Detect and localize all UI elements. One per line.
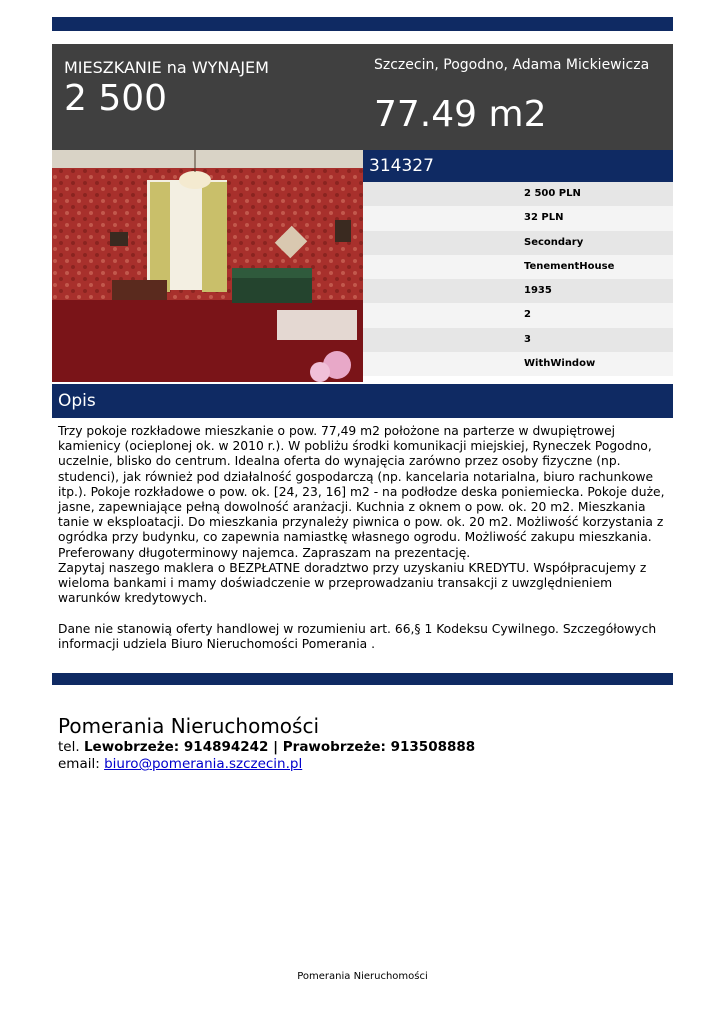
separator-band [52,673,673,685]
listing-header [52,44,673,150]
company-name: Pomerania Nieruchomości [58,714,320,738]
detail-row: 2 [363,303,673,327]
detail-row: 32 PLN [363,206,673,230]
tel-label: tel. [58,739,80,755]
listing-location: Szczecin, Pogodno, Adama Mickiewicza [374,57,650,73]
detail-row: Secondary [363,231,673,255]
email-line [58,756,475,773]
top-band [52,17,673,31]
details-table [363,182,673,376]
description-text: Trzy pokoje rozkładowe mieszkanie o pow. 77,49 m2 położone na parterze w dwupiętrowej kamienicy (ocieplonej ok. w 2010 r.). W pobliżu środki komunikacji miejskiej, Ryneczek Pogodno, uczelnie, blisko do centrum. Idealna oferta do wynajęcia zarówno przez osoby fizyczne (np. studenci), jak również pod działalność gospodarczą (np. kancelaria notarialna, biuro rachunkowe itp.). Pokoje rozkładowe o pow. ok. [24, 23, 16] m2 - na podłodze deska poniemiecka. Pokoje duże, jasne, zapewniające pełną dowolność aranżacji. Kuchnia z oknem o pow. ok. 20 m2. Mieszkania tanie w eksploatacji. Do mieszkania przynależy piwnica o pow. ok. 20 m2. Możliwość korzystania z ogródka przy budynku, co zapewnia namiastkę własnego ogrodu. Możliwość zakupu mieszkania. Preferowany długoterminowy najemca. Zapraszam na prezentację. Zapytaj naszego maklera o BEZPŁATNE doradztwo przy uzyskaniu KREDYTU. Współpracujemy z wieloma bankami i mamy doświadczenie w przeprowadzaniu transakcji z uwzględnieniem warunków kredytowych. Dane nie stanowią oferty handlowej w rozumieniu art. 66,§ 1 Kodeksu Cywilnego. Szczegółowych informacji udziela Biuro Nieruchomości Pomerania . [58,424,665,651]
offer-id: 314327 [363,150,673,182]
detail-row: TenementHouse [363,255,673,279]
detail-row: 1935 [363,279,673,303]
email-label: email: [58,756,100,772]
phone-line [58,739,475,756]
detail-row: 2 500 PLN [363,182,673,206]
listing-area: 77.49 m2 [374,94,547,135]
listing-type: MIESZKANIE na WYNAJEM [64,58,269,77]
property-photo [52,150,363,382]
page-footer: Pomerania Nieruchomości [297,971,428,982]
description-heading: Opis [52,384,673,418]
listing-price: 2 500 [64,78,168,119]
phone-numbers: Lewobrzeże: 914894242 | Prawobrzeże: 913508888 [83,739,476,755]
detail-row: 3 [363,328,673,352]
detail-row: WithWindow [363,352,673,376]
email-link[interactable]: biuro@pomerania.szczecin.pl [104,756,303,772]
contact-info [58,739,475,773]
